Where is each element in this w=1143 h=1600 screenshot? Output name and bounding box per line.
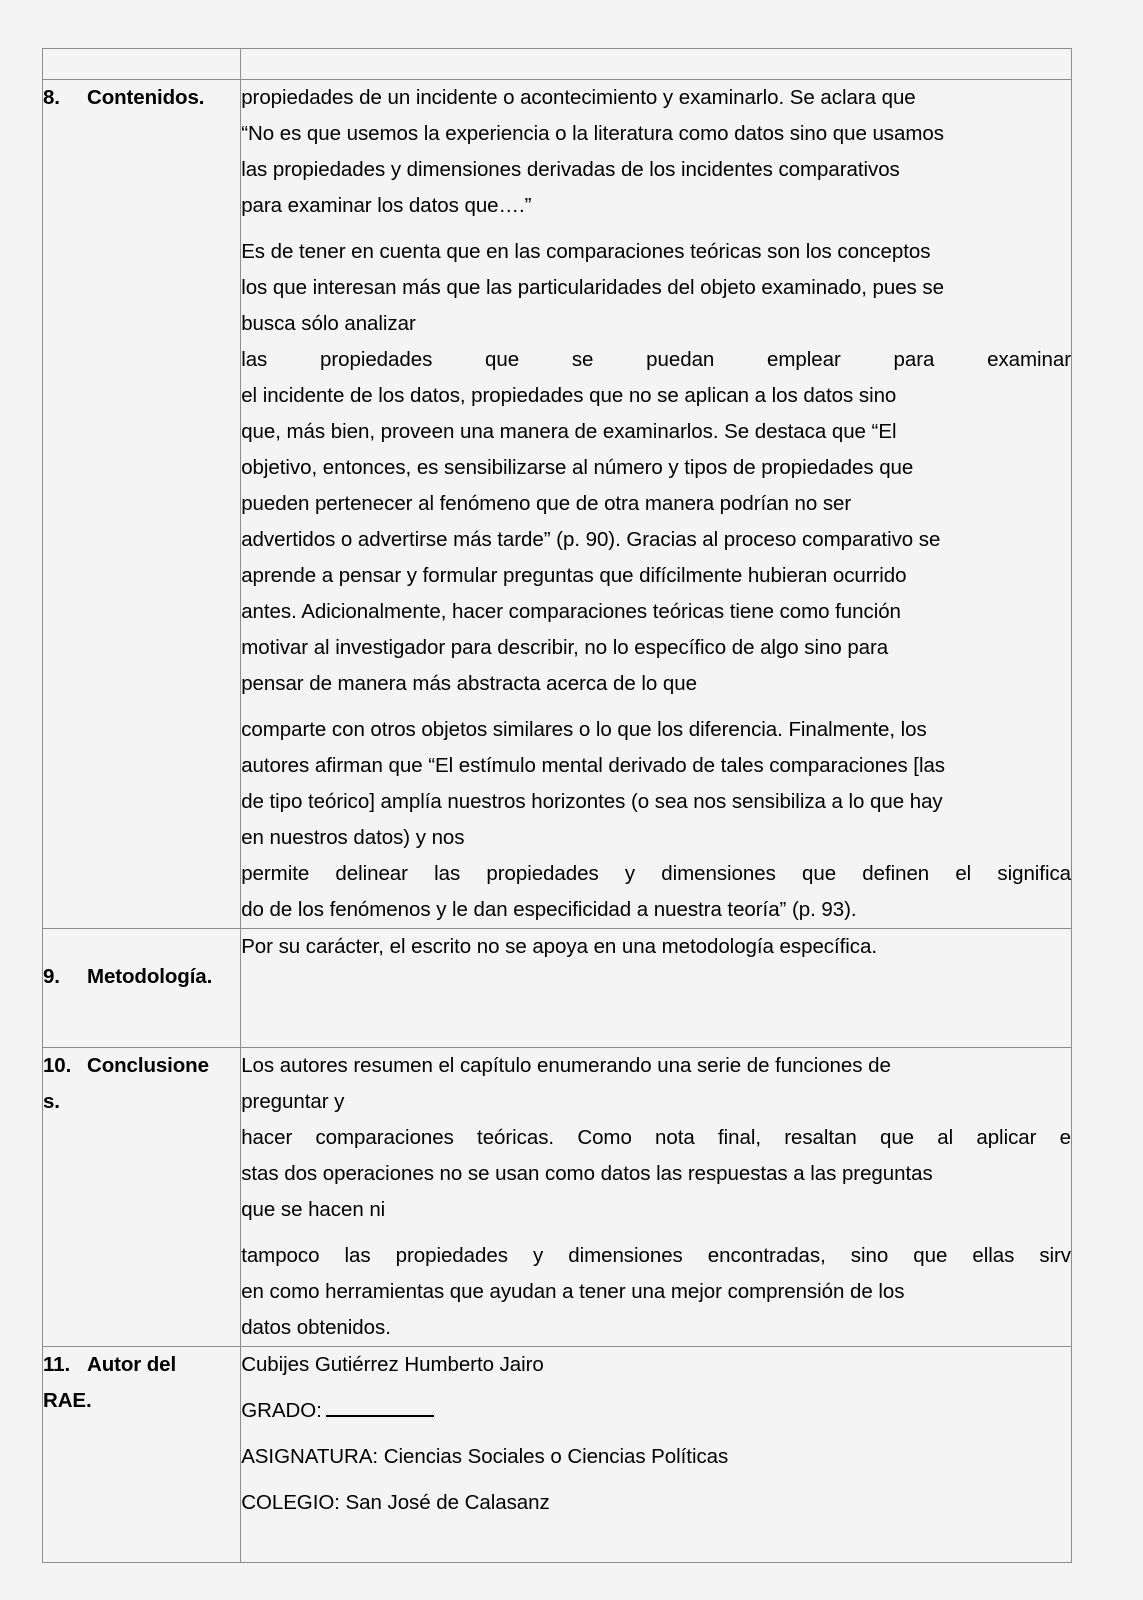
text-line: los que interesan más que las particularidades del objeto examinado, pues se xyxy=(241,276,944,299)
text-line: motivar al investigador para describir, no lo específico de algo sino para xyxy=(241,636,889,659)
row-label-text-10-line1: Conclusione xyxy=(87,1054,209,1077)
paragraph-gap xyxy=(241,1475,1071,1485)
text-line: pueden pertenecer al fenómeno que de otra manera podrían no ser xyxy=(241,492,852,515)
text-line: stas dos operaciones no se usan como datos las respuestas a las preguntas xyxy=(241,1162,933,1185)
row-label-text-8: Contenidos. xyxy=(87,86,205,109)
row-body-autor xyxy=(241,1347,1072,1563)
rae-table xyxy=(42,48,1072,1563)
row-label-text-11-line2: RAE. xyxy=(43,1389,92,1412)
text-line: advertidos o advertirse más tarde” (p. 90). Gracias al proceso comparativo se xyxy=(241,528,941,551)
asignatura-line: ASIGNATURA: Ciencias Sociales o Ciencias Políticas xyxy=(241,1445,729,1468)
table-row-metodologia xyxy=(43,929,1072,1048)
text-line: tampoco las propiedades y dimensiones encontradas, sino que ellas sirv xyxy=(241,1244,1071,1267)
row-body-metodologia xyxy=(241,929,1072,1048)
text-line: autores afirman que “El estímulo mental derivado de tales comparaciones [las xyxy=(241,754,945,777)
text-line: para examinar los datos que….” xyxy=(241,194,532,217)
text-line: de tipo teórico] amplía nuestros horizontes (o sea nos sensibiliza a lo que hay xyxy=(241,790,943,813)
paragraph-gap xyxy=(241,1228,1071,1238)
grado-blank-field[interactable] xyxy=(326,1399,434,1417)
row-number-8: 8. xyxy=(43,86,60,109)
row-label-text-11-line1: Autor del xyxy=(87,1353,177,1376)
text-line: aprende a pensar y formular preguntas que difícilmente hubieran ocurrido xyxy=(241,564,907,587)
row-body-conclusiones xyxy=(241,1048,1072,1347)
row-label-text-10-line2: s. xyxy=(43,1090,60,1113)
paragraph xyxy=(241,1485,1071,1521)
text-line: preguntar y xyxy=(241,1090,345,1113)
text-line: Por su carácter, el escrito no se apoya en una metodología específica. xyxy=(241,935,877,958)
paragraph xyxy=(241,1439,1071,1475)
text-line: en nuestros datos) y nos xyxy=(241,826,465,849)
text-line: datos obtenidos. xyxy=(241,1316,391,1339)
row-number-11: 11. xyxy=(43,1353,71,1376)
text-line: “No es que usemos la experiencia o la literatura como datos sino que usamos xyxy=(241,122,944,145)
grado-label: GRADO: xyxy=(241,1399,322,1422)
paragraph xyxy=(241,80,1071,224)
paragraph-gap xyxy=(241,1383,1071,1393)
paragraph-gap xyxy=(241,702,1071,712)
table-spacer-row xyxy=(43,49,1072,80)
paragraph xyxy=(241,712,1071,928)
table-row-autor xyxy=(43,1347,1072,1563)
paragraph xyxy=(241,1347,1071,1383)
table-row-contenidos xyxy=(43,80,1072,929)
row-label-contenidos xyxy=(43,80,241,929)
paragraph-grado xyxy=(241,1393,1071,1429)
row-label-text-9: Metodología. xyxy=(87,965,213,988)
row-number-9: 9. xyxy=(43,965,60,988)
text-line: pensar de manera más abstracta acerca de lo que xyxy=(241,672,697,695)
row-number-10: 10. xyxy=(43,1054,72,1077)
paragraph-gap xyxy=(241,1429,1071,1439)
paragraph xyxy=(241,234,1071,702)
text-line: las propiedades que se puedan emplear para examinar xyxy=(241,348,1071,371)
text-line: objetivo, entonces, es sensibilizarse al número y tipos de propiedades que xyxy=(241,456,914,479)
text-line: propiedades de un incidente o acontecimiento y examinarlo. Se aclara que xyxy=(241,86,916,109)
text-line: antes. Adicionalmente, hacer comparaciones teóricas tiene como función xyxy=(241,600,901,623)
author-name: Cubijes Gutiérrez Humberto Jairo xyxy=(241,1353,544,1376)
text-line: comparte con otros objetos similares o lo que los diferencia. Finalmente, los xyxy=(241,718,927,741)
paragraph-gap xyxy=(241,224,1071,234)
text-line: Los autores resumen el capítulo enumerando una serie de funciones de xyxy=(241,1054,891,1077)
row-body-contenidos xyxy=(241,80,1072,929)
text-line: busca sólo analizar xyxy=(241,312,416,335)
row-label-conclusiones xyxy=(43,1048,241,1347)
spacer-cell-right xyxy=(241,49,1072,80)
paragraph xyxy=(241,1238,1071,1346)
text-line: el incidente de los datos, propiedades que no se aplican a los datos sino xyxy=(241,384,897,407)
text-line: que, más bien, proveen una manera de examinarlos. Se destaca que “El xyxy=(241,420,897,443)
text-line: hacer comparaciones teóricas. Como nota final, resaltan que al aplicar e xyxy=(241,1126,1071,1149)
row-label-autor xyxy=(43,1347,241,1563)
text-line: en como herramientas que ayudan a tener una mejor comprensión de los xyxy=(241,1280,905,1303)
text-line: Es de tener en cuenta que en las comparaciones teóricas son los conceptos xyxy=(241,240,931,263)
colegio-line: COLEGIO: San José de Calasanz xyxy=(241,1491,550,1514)
text-line: las propiedades y dimensiones derivadas de los incidentes comparativos xyxy=(241,158,900,181)
text-line: permite delinear las propiedades y dimensiones que definen el significa xyxy=(241,862,1071,885)
paragraph xyxy=(241,1048,1071,1228)
text-line: que se hacen ni xyxy=(241,1198,386,1221)
text-line: do de los fenómenos y le dan especificidad a nuestra teoría” (p. 93). xyxy=(241,898,857,921)
table-row-conclusiones xyxy=(43,1048,1072,1347)
spacer-cell-left xyxy=(43,49,241,80)
row-label-metodologia xyxy=(43,929,241,1048)
paragraph xyxy=(241,929,1071,965)
